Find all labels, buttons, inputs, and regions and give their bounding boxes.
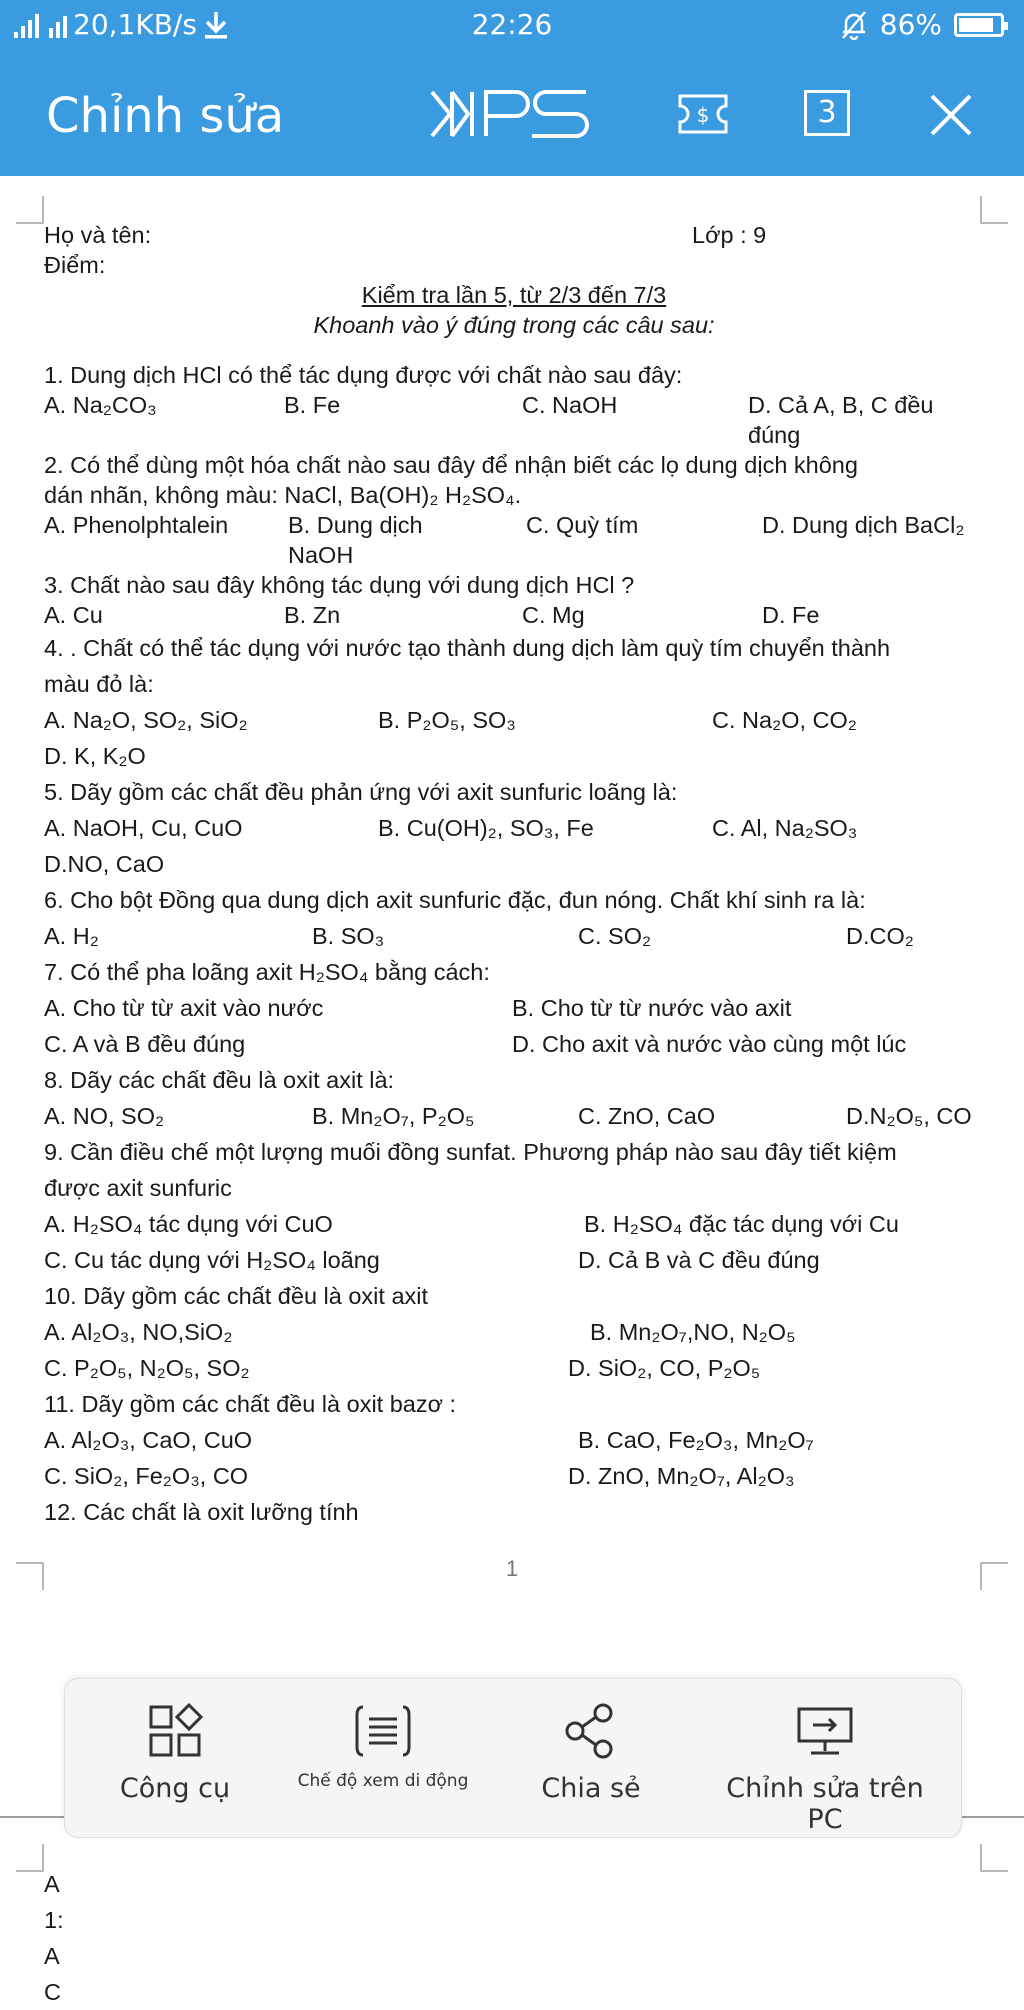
answer-option: A. H₂SO₄ tác dụng với CuO xyxy=(44,1211,333,1237)
answer-option: A. Na₂CO₃ xyxy=(44,392,157,418)
peek-line: A xyxy=(44,1871,60,1897)
page-corner-mark xyxy=(980,196,1008,224)
signal-icon xyxy=(14,12,39,38)
answer-option: B. Cho từ từ nước vào axit xyxy=(512,995,792,1021)
answer-option: C. Na₂O, CO₂ xyxy=(712,707,857,733)
question-text: dán nhãn, không màu: NaCl, Ba(OH)₂ H₂SO₄. xyxy=(44,482,522,508)
question-text: 5. Dãy gồm các chất đều phản ứng với axit sunfuric loãng là: xyxy=(44,779,678,805)
bell-off-icon xyxy=(840,10,868,40)
tools-label: Công cụ xyxy=(119,1773,231,1804)
answer-option: C. Al, Na₂SO₃ xyxy=(712,815,858,841)
answer-option: D. Cả A, B, C đều xyxy=(748,392,934,418)
svg-text:$: $ xyxy=(696,103,710,127)
answer-option: C. ZnO, CaO xyxy=(578,1103,716,1129)
document-view[interactable] xyxy=(0,176,1024,2005)
question-text: 9. Cần điều chế một lượng muối đồng sunfat. Phương pháp nào sau đây tiết kiệm xyxy=(44,1139,897,1165)
answer-option: D. SiO₂, CO, P₂O₅ xyxy=(568,1355,761,1381)
mobile-view-button[interactable] xyxy=(283,1701,483,1791)
page-corner-mark xyxy=(980,1844,1008,1872)
answer-option: A. NaOH, Cu, CuO xyxy=(44,815,243,841)
answer-option: C. P₂O₅, N₂O₅, SO₂ xyxy=(44,1355,250,1381)
answer-option: B. Mn₂O₇, P₂O₅ xyxy=(312,1103,475,1129)
peek-line: 1: xyxy=(44,1907,64,1933)
bottom-toolbar xyxy=(64,1678,962,1838)
answer-option: C. Quỳ tím xyxy=(526,512,639,538)
answer-option: D. K, K₂O xyxy=(44,743,146,769)
answer-option: D.NO, CaO xyxy=(44,851,165,877)
answer-option: B. H₂SO₄ đặc tác dụng với Cu xyxy=(584,1211,899,1237)
answer-option: D. Dung dịch BaCl₂ xyxy=(762,512,965,538)
share-button[interactable] xyxy=(491,1701,691,1804)
question-text: 10. Dãy gồm các chất đều là oxit axit xyxy=(44,1283,429,1309)
answer-option: C. A và B đều đúng xyxy=(44,1031,246,1057)
question-text: 2. Có thể dùng một hóa chất nào sau đây để nhận biết các lọ dung dịch không xyxy=(44,452,858,478)
share-icon xyxy=(561,1701,621,1761)
answer-option: C. SiO₂, Fe₂O₃, CO xyxy=(44,1463,249,1489)
edit-on-pc-button[interactable] xyxy=(715,1701,935,1835)
question-text: được axit sunfuric xyxy=(44,1175,232,1201)
battery-percent: 86% xyxy=(879,8,942,41)
name-label: Họ và tên: xyxy=(44,222,152,248)
answer-option: D. ZnO, Mn₂O₇, Al₂O₃ xyxy=(568,1463,795,1489)
title-bar xyxy=(0,52,1024,176)
answer-option: A. Al₂O₃, CaO, CuO xyxy=(44,1427,253,1453)
answer-option: B. SO₃ xyxy=(312,923,385,949)
question-text: 3. Chất nào sau đây không tác dụng với dung dịch HCl ? xyxy=(44,572,635,598)
answer-option: A. Na₂O, SO₂, SiO₂ xyxy=(44,707,248,733)
answer-option: B. Cu(OH)₂, SO₃, Fe xyxy=(378,815,594,841)
answer-option: A. Cu xyxy=(44,602,103,628)
answer-option: C. SO₂ xyxy=(578,923,652,949)
answer-option: C. NaOH xyxy=(522,392,618,418)
answer-option: D. Cho axit và nước vào cùng một lúc xyxy=(512,1031,907,1057)
clock: 22:26 xyxy=(471,8,553,41)
answer-option: B. P₂O₅, SO₃ xyxy=(378,707,516,733)
status-bar xyxy=(0,0,1024,52)
signal-2-icon xyxy=(49,12,67,38)
answer-option: A. Cho từ từ axit vào nước xyxy=(44,995,324,1021)
page-number: 1 xyxy=(505,1556,519,1581)
status-right xyxy=(840,8,1004,41)
answer-option: đúng xyxy=(748,422,801,448)
page-corner-mark xyxy=(16,1844,44,1872)
download-icon xyxy=(203,10,229,40)
answer-option: A. NO, SO₂ xyxy=(44,1103,165,1129)
answer-option: A. Phenolphtalein xyxy=(44,512,229,538)
wps-logo-icon xyxy=(428,88,592,140)
peek-line: C xyxy=(44,1979,61,2005)
score-label: Điểm: xyxy=(44,252,106,278)
premium-icon[interactable] xyxy=(676,92,730,136)
question-text: 12. Các chất là oxit lưỡng tính xyxy=(44,1499,359,1525)
class-label: Lớp : 9 xyxy=(692,222,767,248)
answer-option: A. H₂ xyxy=(44,923,99,949)
answer-option: B. Dung dịch xyxy=(288,512,423,538)
answer-option: C. Mg xyxy=(522,602,585,628)
answer-option: B. Zn xyxy=(284,602,341,628)
answer-option: A. Al₂O₃, NO,SiO₂ xyxy=(44,1319,233,1345)
grid-tools-icon xyxy=(145,1701,205,1761)
answer-option: C. Cu tác dụng với H₂SO₄ loãng xyxy=(44,1247,380,1273)
monitor-edit-icon xyxy=(795,1701,855,1761)
answer-option: D. Fe xyxy=(762,602,820,628)
edit-on-pc-label: Chỉnh sửa trên PC xyxy=(726,1773,924,1835)
page-title: Chỉnh sửa xyxy=(46,88,285,144)
battery-icon xyxy=(954,13,1004,37)
network-speed: 20,1KB/s xyxy=(73,8,197,41)
page-corner-mark xyxy=(16,196,44,224)
exam-heading: Kiểm tra lần 5, từ 2/3 đến 7/3 xyxy=(361,282,667,308)
answer-option: B. Mn₂O₇,NO, N₂O₅ xyxy=(590,1319,796,1345)
answer-option: D.CO₂ xyxy=(846,923,914,949)
question-text: 7. Có thể pha loãng axit H₂SO₄ bằng cách: xyxy=(44,959,490,985)
exam-instruction: Khoanh vào ý đúng trong các câu sau: xyxy=(313,312,715,338)
page-count-button[interactable]: 3 xyxy=(804,90,850,136)
answer-option: B. CaO, Fe₂O₃, Mn₂O₇ xyxy=(578,1427,814,1453)
answer-option: D. Cả B và C đều đúng xyxy=(578,1247,820,1273)
share-label: Chia sẻ xyxy=(541,1773,641,1804)
mobile-view-label: Chế độ xem di động xyxy=(297,1771,469,1791)
question-text: màu đỏ là: xyxy=(44,671,154,697)
peek-line: A xyxy=(44,1943,60,1969)
tools-button[interactable] xyxy=(75,1701,275,1804)
close-icon[interactable] xyxy=(928,92,974,138)
next-page-peek xyxy=(44,1866,64,2010)
question-text: 4. . Chất có thể tác dụng với nước tạo thành dung dịch làm quỳ tím chuyển thành xyxy=(44,635,891,661)
question-text: 11. Dãy gồm các chất đều là oxit bazơ : xyxy=(44,1391,457,1417)
question-text: 6. Cho bột Đồng qua dung dịch axit sunfuric đặc, đun nóng. Chất khí sinh ra là: xyxy=(44,887,866,913)
document-view-icon xyxy=(353,1701,413,1761)
answer-option: NaOH xyxy=(288,542,354,568)
question-text: 1. Dung dịch HCl có thể tác dụng được với chất nào sau đây: xyxy=(44,362,683,388)
document-page xyxy=(44,220,984,1530)
question-text: 8. Dãy các chất đều là oxit axit là: xyxy=(44,1067,395,1093)
answer-option: B. Fe xyxy=(284,392,341,418)
answer-option: D.N₂O₅, CO xyxy=(846,1103,972,1129)
status-left xyxy=(14,8,229,41)
